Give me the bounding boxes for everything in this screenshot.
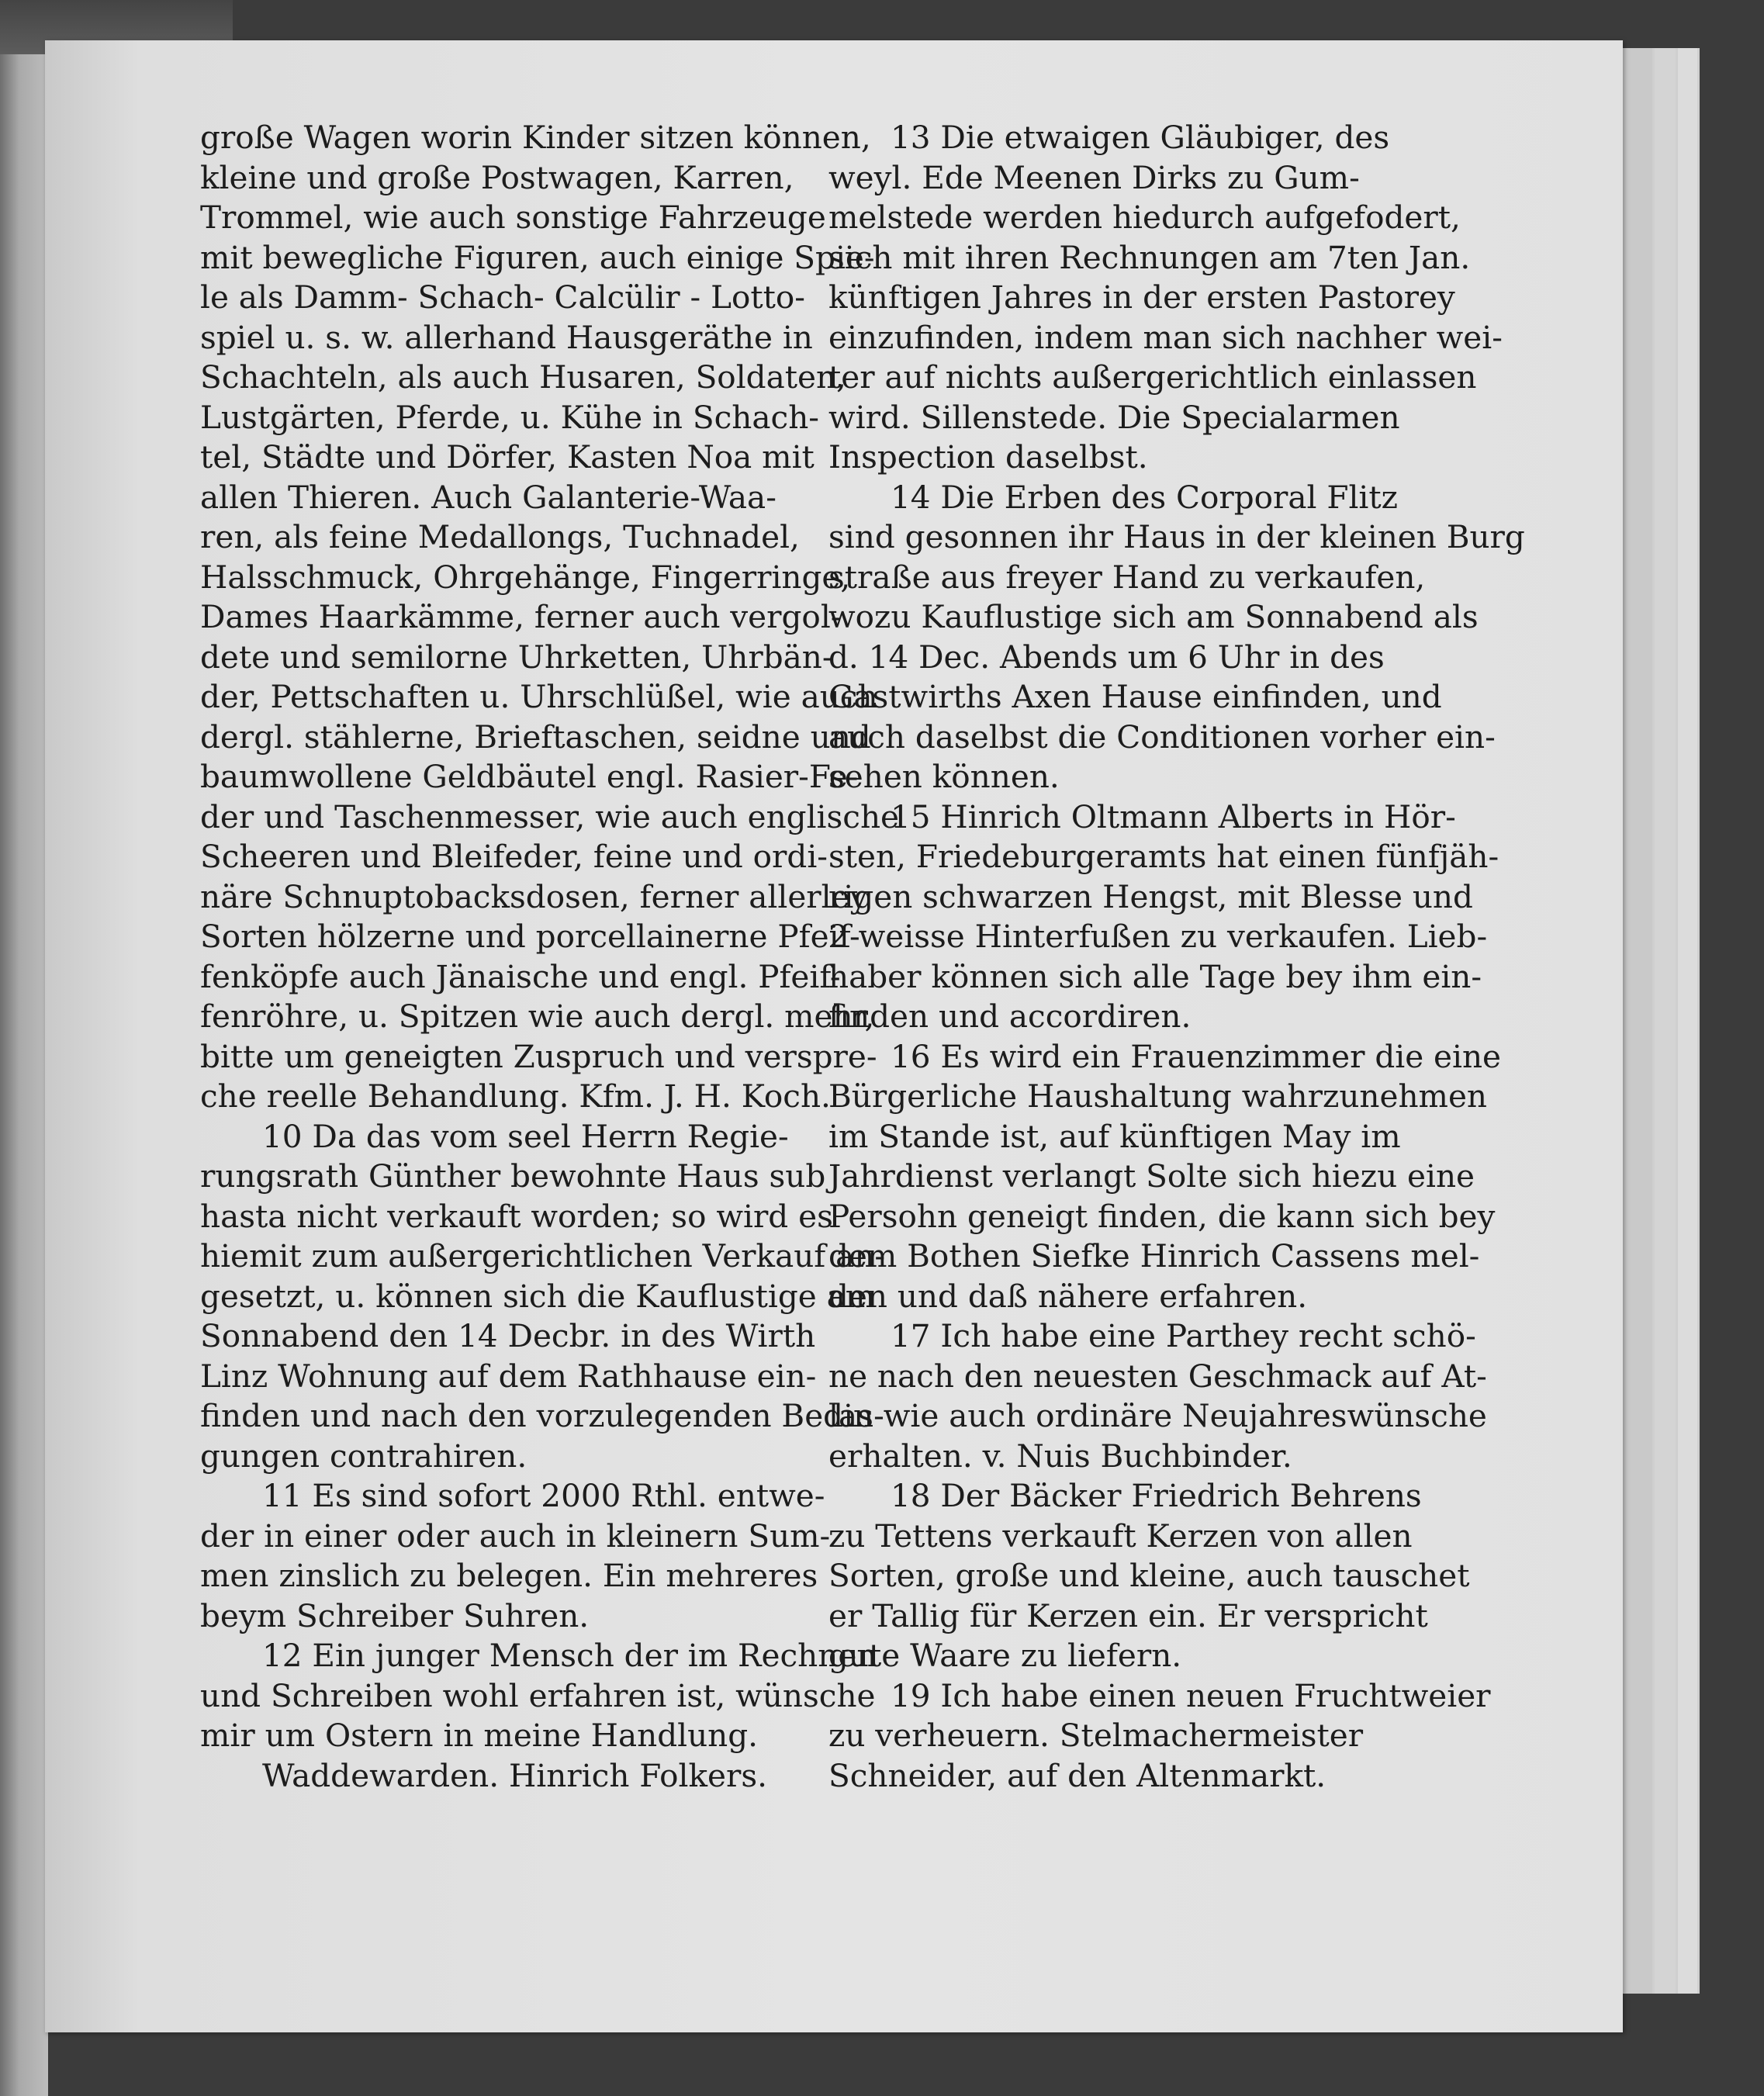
text-line: finden und nach den vorzulegenden Bedin- [200,1397,884,1434]
text-line: der und Taschenmesser, wie auch englische [200,797,900,835]
text-line: Trommel, wie auch sonstige Fahrzeuge [200,199,826,236]
text-line: 16 Es wird ein Frauenzimmer die eine [891,1037,1502,1075]
text-line: finden und accordiren. [828,998,1192,1035]
text-line: mir um Ostern in meine Handlung. [200,1717,759,1754]
text-line: einzufinden, indem man sich nachher wei- [828,318,1503,356]
text-line: 18 Der Bäcker Friedrich Behrens [891,1477,1422,1514]
text-line: gungen contrahiren. [200,1437,527,1475]
text-line: beym Schreiber Suhren. [200,1596,590,1634]
text-line: sehen können. [828,758,1060,795]
text-line: sich mit ihren Rechnungen am 7ten Jan. [828,238,1471,276]
text-line: wird. Sillenstede. Die Specialarmen [828,398,1400,436]
text-line: kleine und große Postwagen, Karren, [200,158,794,196]
text-line: ne nach den neuesten Geschmack auf At- [828,1357,1487,1395]
text-line: straße aus freyer Hand zu verkaufen, [828,558,1426,596]
text-line: der, Pettschaften u. Uhrschlüßel, wie auch [200,678,878,715]
text-line: 11 Es sind sofort 2000 Rthl. entwe- [262,1477,825,1514]
text-line: gesetzt, u. können sich die Kauflustige am [200,1277,876,1315]
text-line: allen Thieren. Auch Galanterie-Waa- [200,478,777,516]
text-line: Sorten hölzerne und porcellainerne Pfeif- [200,918,860,955]
text-line: fenköpfe auch Jänaische und engl. Pfeif- [200,957,841,995]
left-column [200,118,900,1796]
text-line: zu Tettens verkauft Kerzen von allen [828,1517,1413,1555]
text-line: Waddewarden. Hinrich Folkers. [262,1756,768,1794]
text-line: erhalten. v. Nuis Buchbinder. [828,1437,1292,1475]
text-line: dete und semilorne Uhrketten, Uhrbän- [200,638,833,676]
text-line: gute Waare zu liefern. [828,1637,1182,1674]
text-line: auch daselbst die Conditionen vorher ein- [828,718,1496,756]
text-line: 10 Da das vom seel Herrn Regie- [262,1117,789,1155]
text-line: men zinslich zu belegen. Ein mehreres [200,1557,818,1594]
text-line: spiel u. s. w. allerhand Hausgeräthe in [200,318,813,356]
text-line: baumwollene Geldbäutel engl. Rasier-Fe- [200,758,859,795]
text-line: dergl. stählerne, Brieftaschen, seidne und [200,718,871,756]
text-line: sten, Friedeburgeramts hat einen fünfjäh- [828,838,1499,875]
text-line: Scheeren und Bleifeder, feine und ordi- [200,838,828,875]
text-line: 12 Ein junger Mensch der im Rechnen [262,1637,877,1674]
text-line: Gastwirths Axen Hause einfinden, und [828,678,1442,715]
text-line: Jahrdienst verlangt Solte sich hiezu eine [828,1157,1475,1195]
text-line: ter auf nichts außergerichtlich einlassen [828,358,1477,396]
text-line: ren, als feine Medallongs, Tuchnadel, [200,518,800,555]
text-line: 13 Die etwaigen Gläubiger, des [891,119,1390,156]
text-line: den und daß nähere erfahren. [828,1277,1308,1315]
text-line: hasta nicht verkauft worden; so wird es [200,1197,833,1235]
text-line: Lustgärten, Pferde, u. Kühe in Schach- [200,398,819,436]
text-line: Persohn geneigt finden, die kann sich bey [828,1197,1496,1235]
text-line: bitte um geneigten Zuspruch und verspre- [200,1037,877,1075]
text-line: haber können sich alle Tage bey ihm ein- [828,957,1482,995]
text-line: Halsschmuck, Ohrgehänge, Fingerringe, [200,558,851,596]
text-line: wozu Kauflustige sich am Sonnabend als [828,598,1479,635]
text-line: tel, Städte und Dörfer, Kasten Noa mit [200,438,815,476]
text-line: 15 Hinrich Oltmann Alberts in Hör- [891,797,1456,835]
text-line: künftigen Jahres in der ersten Pastorey [828,278,1455,316]
text-line: im Stande ist, auf künftigen May im [828,1117,1401,1155]
text-line: le als Damm- Schach- Calcülir - Lotto- [200,278,805,316]
newspaper-page [45,40,1623,2032]
text-line: fenröhre, u. Spitzen wie auch dergl. mehr, [200,998,875,1035]
text-line: der in einer oder auch in kleinern Sum- [200,1517,831,1555]
text-line: Sonnabend den 14 Decbr. in des Wirth [200,1317,816,1354]
text-line: 2 weisse Hinterfußen zu verkaufen. Lieb- [828,918,1488,955]
text-line: mit bewegliche Figuren, auch einige Spie- [200,238,875,276]
text-line: näre Schnuptobacksdosen, ferner allerley [200,877,868,915]
page-stack-edge [1621,48,1655,1994]
text-line: große Wagen worin Kinder sitzen können, [200,119,871,156]
text-line: und Schreiben wohl erfahren ist, wünsche [200,1676,876,1714]
text-line: sind gesonnen ihr Haus in der kleinen Burg [828,518,1525,555]
text-line: er Tallig für Kerzen ein. Er verspricht [828,1596,1428,1634]
text-line: weyl. Ede Meenen Dirks zu Gum- [828,158,1360,196]
text-line: rigen schwarzen Hengst, mit Blesse und [828,877,1473,915]
text-line: Bürgerliche Haushaltung wahrzunehmen [828,1077,1487,1115]
text-line: zu verheuern. Stelmachermeister [828,1717,1364,1754]
text-line: 14 Die Erben des Corporal Flitz [891,478,1398,516]
text-line: las wie auch ordinäre Neujahreswünsche [828,1397,1487,1434]
text-line: che reelle Behandlung. Kfm. J. H. Koch. [200,1077,831,1115]
text-line: Schneider, auf den Altenmarkt. [828,1756,1326,1794]
text-line: Dames Haarkämme, ferner auch vergol- [200,598,842,635]
text-line: Schachteln, als auch Husaren, Soldaten, [200,358,846,396]
text-line: d. 14 Dec. Abends um 6 Uhr in des [828,638,1385,676]
text-line: Sorten, große und kleine, auch tauschet [828,1557,1470,1594]
text-line: hiemit zum außergerichtlichen Verkauf an- [200,1237,886,1275]
text-line: dem Bothen Siefke Hinrich Cassens mel- [828,1237,1480,1275]
text-line: 17 Ich habe eine Parthey recht schö- [891,1317,1476,1354]
text-line: melstede werden hiedurch aufgefodert, [828,199,1461,236]
text-line: rungsrath Günther bewohnte Haus sub [200,1157,826,1195]
text-line: Linz Wohnung auf dem Rathhause ein- [200,1357,817,1395]
text-line: 19 Ich habe einen neuen Fruchtweier [891,1676,1491,1714]
right-column [828,118,1525,1796]
text-line: Inspection daselbst. [828,438,1148,476]
facing-page-edge [0,0,48,2096]
